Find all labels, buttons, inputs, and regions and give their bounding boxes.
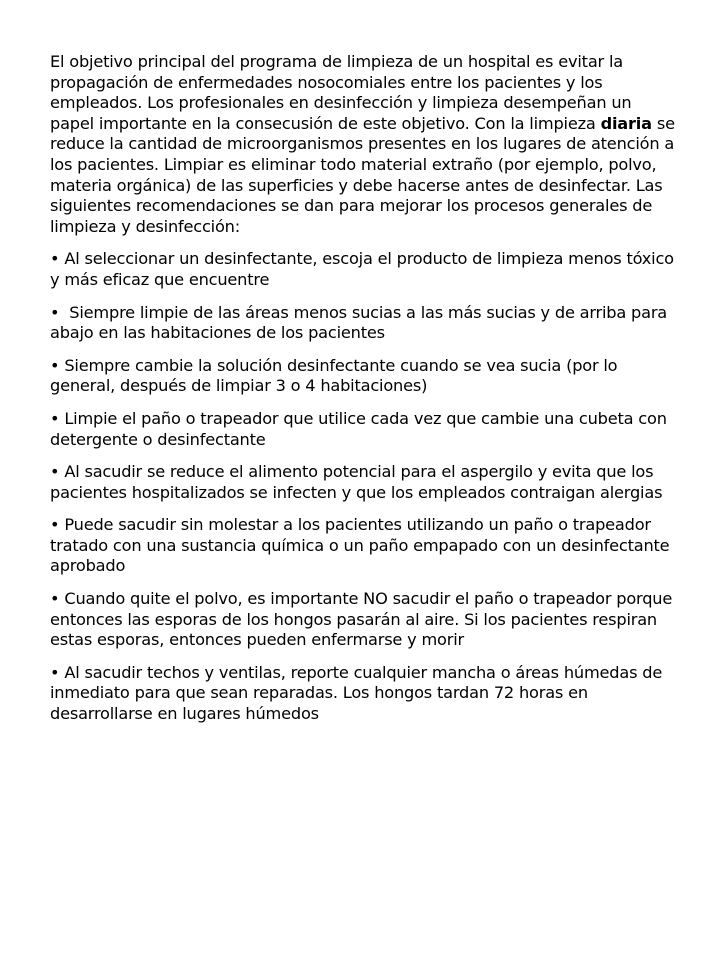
list-item-text: Al seleccionar un desinfectante, escoja el producto de limpieza menos tóxico y más eficaz que encuentre <box>50 249 674 289</box>
intro-bold-word: diaria <box>600 113 652 133</box>
list-item <box>50 589 678 651</box>
bullet-icon: • <box>50 662 60 682</box>
list-item <box>50 515 678 577</box>
list-item <box>50 462 678 503</box>
bullet-icon: • <box>50 589 60 609</box>
list-item <box>50 356 678 397</box>
document-page <box>50 52 678 737</box>
list-item-text: Siempre limpie de las áreas menos sucias a las más sucias y de arriba para abajo en las habitaciones de los pacientes <box>50 302 668 343</box>
list-item-text: Puede sacudir sin molestar a los pacientes utilizando un paño o trapeador tratado con una sustancia química o un paño empapado con un desinfectante aprobado <box>50 515 670 576</box>
intro-text-part1: El objetivo principal del programa de limpieza de un hospital es evitar la propagación de enfermedades nosocomiales entre los pacientes y los empleados. Los profesionales en desinfección y limpieza desempeñan un papel importante en la consecusión de este objetivo. Con la limpieza <box>50 52 632 133</box>
list-item <box>50 303 678 344</box>
list-item-text: Cuando quite el polvo, es importante NO sacudir el paño o trapeador porque entonces las esporas de los hongos pasarán al aire. Si los pacientes respiran estas esporas, entonces pueden enfermarse y morir <box>50 589 673 650</box>
list-item <box>50 409 678 450</box>
list-item <box>50 249 678 290</box>
list-item <box>50 663 678 725</box>
recommendations-list <box>50 249 678 724</box>
intro-text-part2: se reduce la cantidad de microorganismos presentes en los lugares de atención a los pacientes. Limpiar es eliminar todo material extraño (por ejemplo, polvo, materia orgánica) de las superficies y debe hacerse antes de desinfectar. Las siguientes recomendaciones se dan para mejorar los procesos generales de limpieza y desinfección: <box>50 113 675 236</box>
intro-paragraph <box>50 52 678 237</box>
list-item-text: Limpie el paño o trapeador que utilice cada vez que cambie una cubeta con detergente o desinfectante <box>50 408 667 449</box>
bullet-icon: • <box>50 515 60 535</box>
list-item-text: Al sacudir techos y ventilas, reporte cualquier mancha o áreas húmedas de inmediato para que sean reparadas. Los hongos tardan 72 horas en desarrollarse en lugares húmedos <box>50 662 663 724</box>
bullet-icon: • <box>50 249 60 269</box>
bullet-icon: • <box>50 355 60 375</box>
list-item-text: Siempre cambie la solución desinfectante cuando se vea sucia (por lo general, después de limpiar 3 o 4 habitaciones) <box>50 355 618 396</box>
bullet-icon: • <box>50 408 60 428</box>
list-item-text: Al sacudir se reduce el alimento potencial para el aspergilo y evita que los pacientes hospitalizados se infecten y que los empleados contraigan alergias <box>50 462 663 502</box>
bullet-icon: • <box>50 302 60 322</box>
bullet-icon: • <box>50 462 60 482</box>
